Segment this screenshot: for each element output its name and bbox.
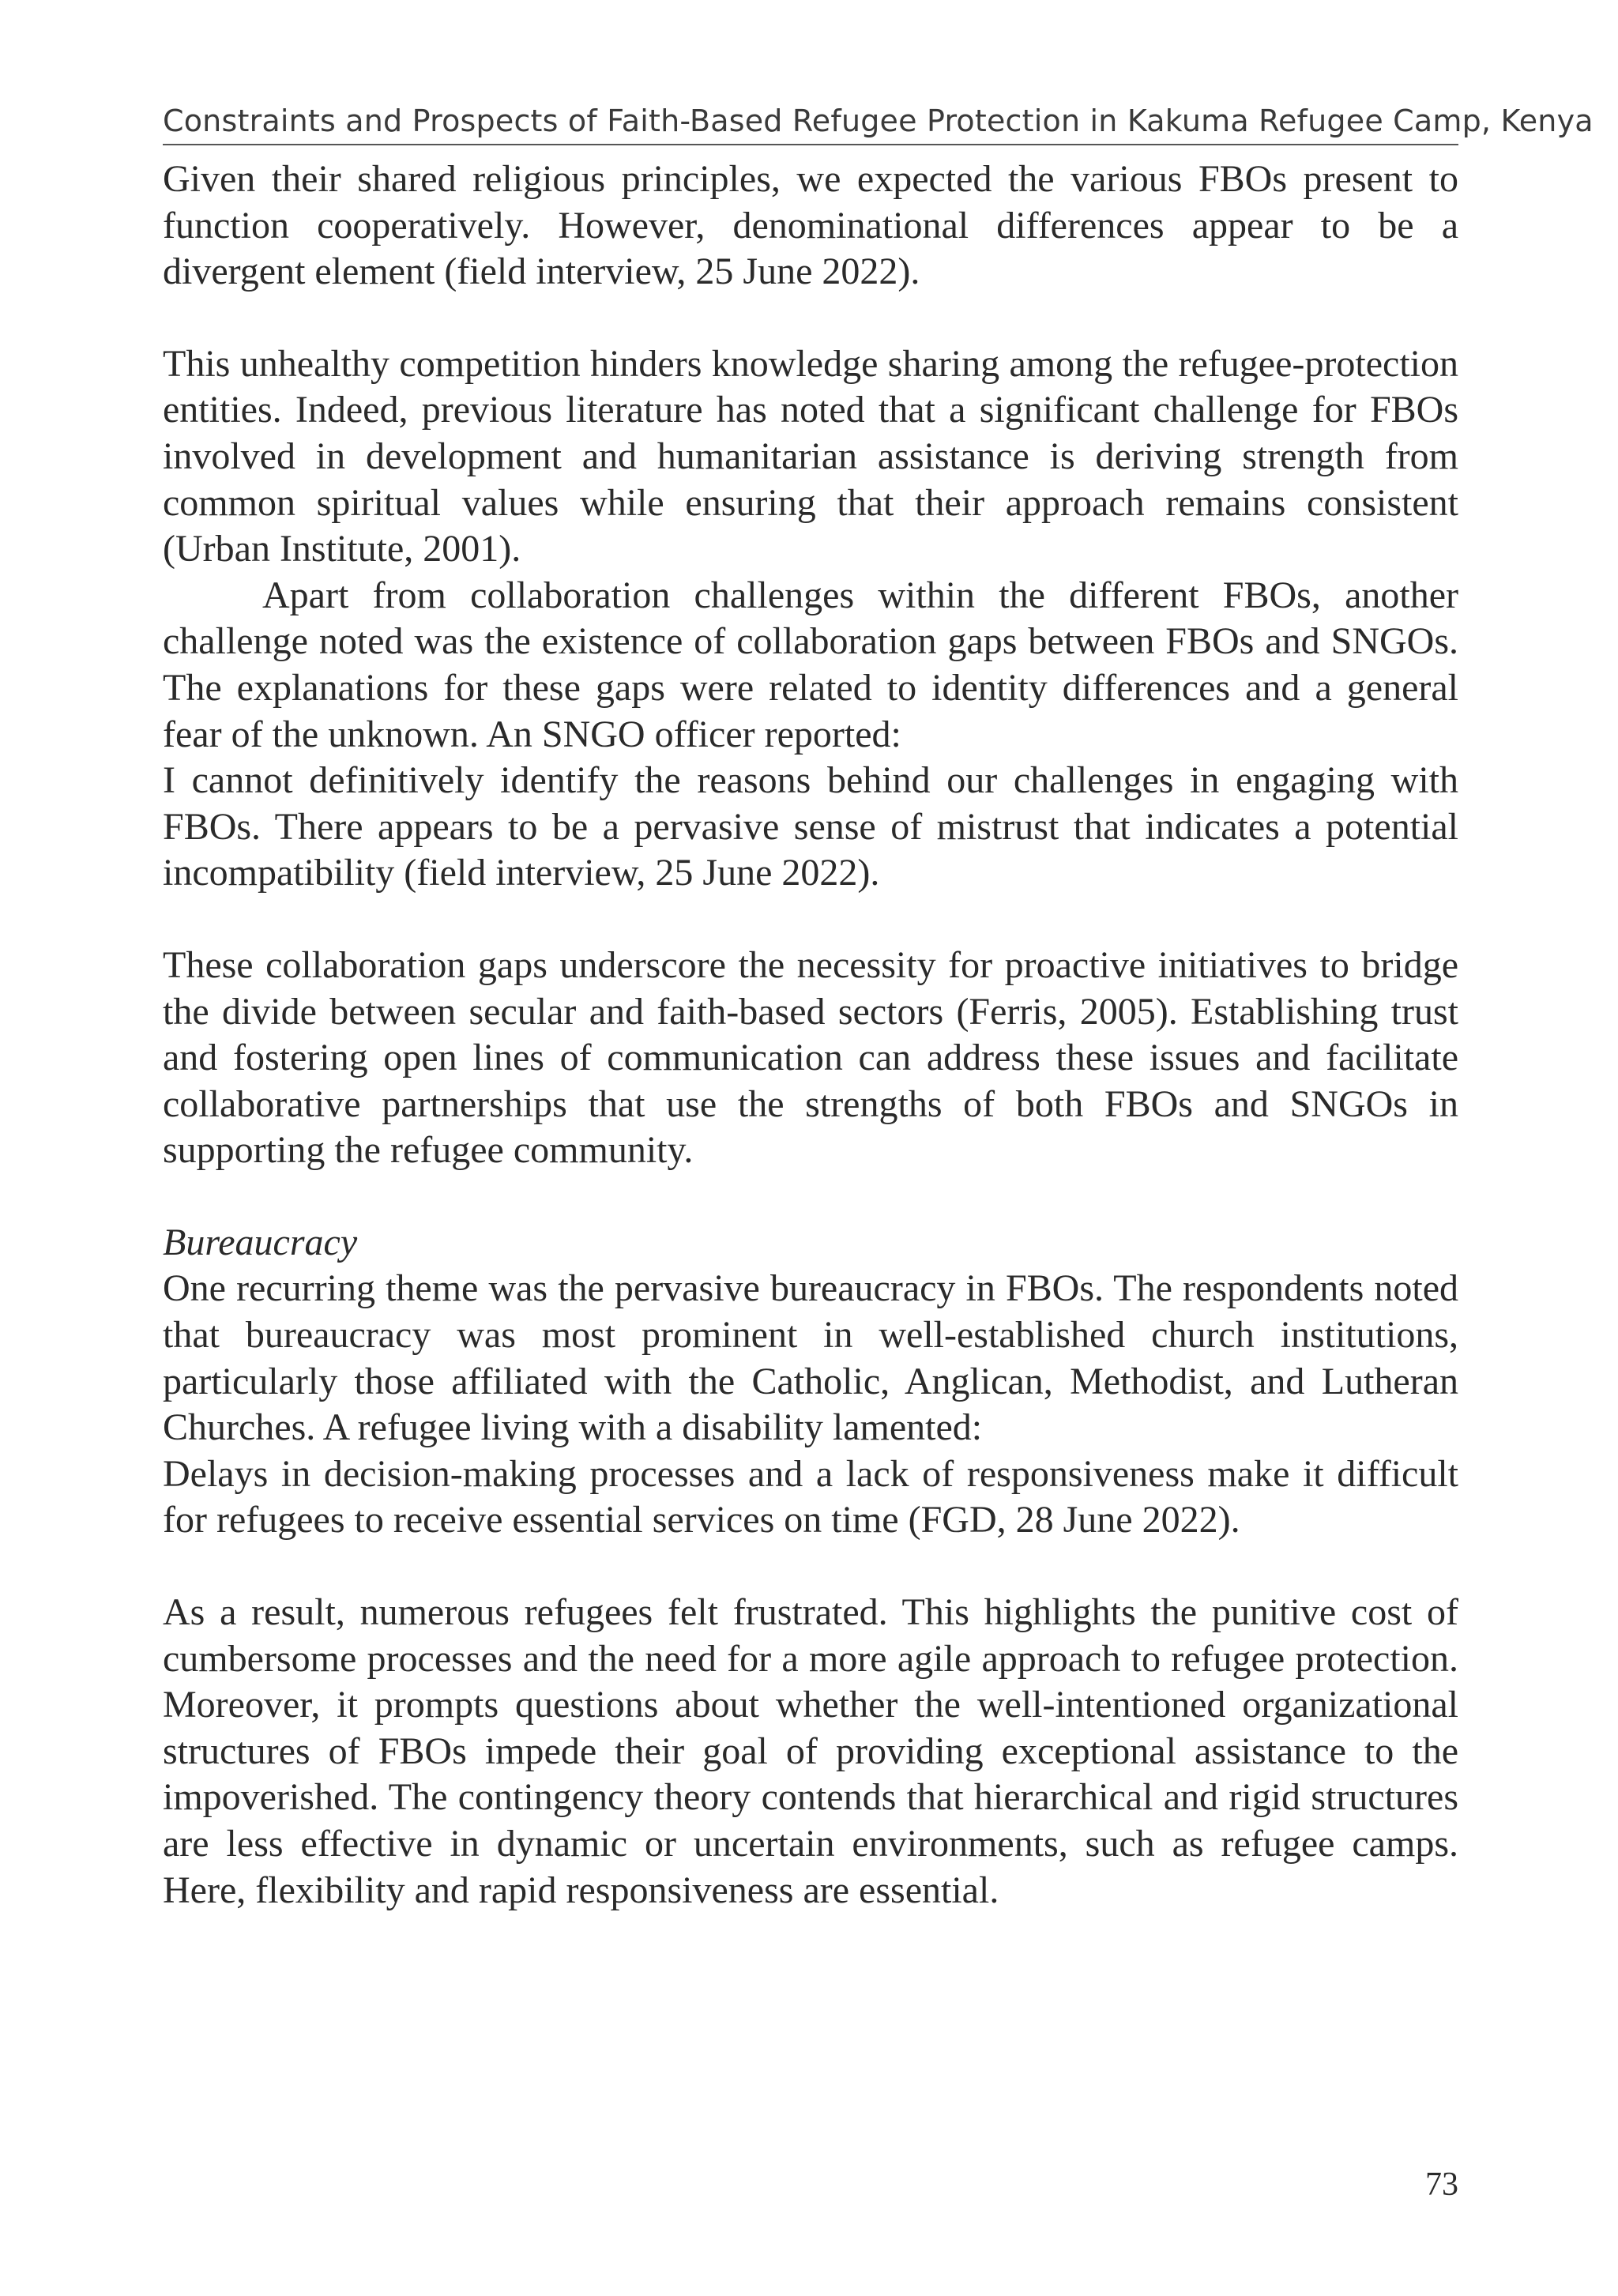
running-header: Constraints and Prospects of Faith-Based Refugee Protection in Kakuma Refugee Camp, Kenya <box>163 104 1594 138</box>
block-quote: Given their shared religious principles, we expected the various FBOs present to function cooperatively. However, denominational differences appear to be a divergent element (field interview, 25 June 2022). <box>163 158 1458 293</box>
paragraph: As a result, numerous refugees felt frustrated. This highlights the punitive cost of cumbersome processes and the need for a more agile approach to refugee protection. Moreover, it prompts questions about whether the well-intentioned organizational structures of FBOs impede their goal of providing exceptional assistance to the impoverished. The contingency theory contends that hierarchical and rigid structures are less effective in dynamic or uncertain environments, such as refugee camps. Here, flexibility and rapid responsiveness are essential. <box>163 1591 1458 1911</box>
paragraph: These collaboration gaps underscore the necessity for proactive initiatives to bridge the divide between secular and faith-based sectors (Ferris, 2005). Establishing trust and fostering open lines of communication can address these issues and facilitate collaborative partnerships that use the strengths of both FBOs and SNGOs in supporting the refugee community. <box>163 943 1458 1172</box>
header-rule <box>163 144 1458 145</box>
body-text <box>163 156 1458 1914</box>
block-quote: Delays in decision-making processes and a lack of responsiveness make it difficult for refugees to receive essential services on time (FGD, 28 June 2022). <box>163 1452 1458 1541</box>
block-quote: I cannot definitively identify the reasons behind our challenges in engaging with FBOs. There appears to be a pervasive sense of mistrust that indicates a potential incompatibility (field interview, 25 June 2022). <box>163 759 1458 894</box>
section-heading: Bureaucracy <box>163 1221 358 1263</box>
paragraph: This unhealthy competition hinders knowledge sharing among the refugee-protection entities. Indeed, previous literature has noted that a significant challenge for FBOs involved in development and humanitarian assistance is deriving strength from common spiritual values while ensuring that their approach remains consistent (Urban Institute, 2001). <box>163 342 1458 570</box>
paragraph: Apart from collaboration challenges within the different FBOs, another challenge noted was the existence of collaboration gaps between FBOs and SNGOs. The explanations for these gaps were related to identity differences and a general fear of the unknown. An SNGO officer reported: <box>163 574 1458 755</box>
page-number: 73 <box>1425 2166 1458 2203</box>
paragraph: One recurring theme was the pervasive bureaucracy in FBOs. The respondents noted that bureaucracy was most prominent in well-established church institutions, particularly those affiliated with the Catholic, Anglican, Methodist, and Lutheran Churches. A refugee living with a disability lamented: <box>163 1267 1458 1449</box>
